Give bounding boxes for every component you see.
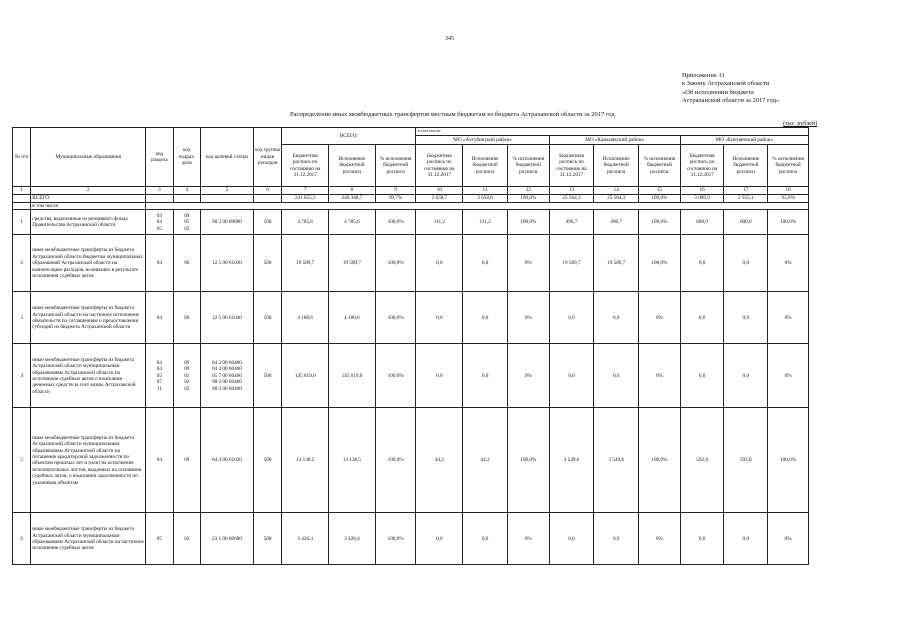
transfers-table xyxy=(12,127,809,565)
row-value: 600,0 xyxy=(724,210,768,235)
column-number: 18 xyxy=(768,187,809,195)
column-number: 10 xyxy=(416,187,463,195)
table-row xyxy=(13,408,809,513)
row-value: 0,0 xyxy=(680,344,724,408)
row-value: 3 426,4 xyxy=(329,513,376,565)
empty-cell xyxy=(146,195,173,203)
row-value: 0,0 xyxy=(416,513,463,565)
row-value: 0,0 xyxy=(680,235,724,292)
row-value: 0,0 xyxy=(416,344,463,408)
row-value: 100,0% xyxy=(375,292,416,344)
row-group: 500 xyxy=(253,344,281,408)
row-name: средства, выделенные из резервного фонда Правительства Астраханской области xyxy=(31,210,146,235)
appendix-line: Астраханской области за 2017 год» xyxy=(682,97,780,105)
column-number: 13 xyxy=(549,187,594,195)
header-plan: Бюджетная роспись по состоянию на 31.12.2017 xyxy=(416,145,463,187)
row-subsection: 09 09 01 02 02 xyxy=(173,344,200,408)
row-value: 3 426,4 xyxy=(282,513,329,565)
row-value: 4 785,6 xyxy=(329,210,376,235)
row-value: 0,0 xyxy=(594,344,639,408)
header-pct: % исполнения бюджетной росписи xyxy=(768,145,809,187)
header-plan: Бюджетная роспись по состоянию на 31.12.2017 xyxy=(680,145,724,187)
row-number: 1 xyxy=(13,210,31,235)
appendix-line: Приложение 11 xyxy=(682,72,725,79)
header-exec: Исполнение бюджетной росписи xyxy=(329,145,376,187)
row-value: 0,0 xyxy=(463,292,508,344)
column-number: 4 xyxy=(173,187,200,195)
row-value: 100,0% xyxy=(375,235,416,292)
row-target-code: 04 4 00 61020 xyxy=(201,408,254,513)
row-value: 0,0 xyxy=(463,513,508,565)
document-title: Распределение иных межбюджетных трансфертов местным бюджетам из бюджета Астраханской области за 2017 год xyxy=(290,111,615,118)
row-value: 100,0% xyxy=(507,408,549,513)
total-value: 2 955,1 xyxy=(724,195,768,203)
total-value: 3 089,9 xyxy=(680,195,724,203)
row-value: 44,2 xyxy=(416,408,463,513)
column-number: 8 xyxy=(329,187,376,195)
header-target: код целевой статьи xyxy=(201,128,254,187)
row-value: 19 589,7 xyxy=(282,235,329,292)
row-value: 0% xyxy=(639,292,681,344)
row-value: 496,7 xyxy=(549,210,594,235)
empty-cell xyxy=(146,203,809,210)
header-exec: Исполнение бюджетной росписи xyxy=(594,145,639,187)
row-section: 03 04 05 xyxy=(146,210,173,235)
appendix-line: к Закону Астраханской области xyxy=(682,80,770,88)
header-plan: Бюджетная роспись по состоянию на 31.12.2017 xyxy=(282,145,329,187)
row-group: 500 xyxy=(253,408,281,513)
row-value: 0% xyxy=(768,513,809,565)
row-value: 0% xyxy=(639,344,681,408)
row-value: 145 619,0 xyxy=(282,344,329,408)
row-value: 0,0 xyxy=(463,235,508,292)
header-municipal: Муниципальные образования xyxy=(31,128,146,187)
row-section: 04 xyxy=(146,292,173,344)
header-section: код раздела xyxy=(146,128,173,187)
header-pct: % исполнения бюджетной росписи xyxy=(507,145,549,187)
empty-cell xyxy=(13,203,31,210)
row-value: 0,0 xyxy=(594,292,639,344)
total-value: 95,6% xyxy=(768,195,809,203)
row-value: 0,0 xyxy=(724,292,768,344)
row-value: 0% xyxy=(768,292,809,344)
empty-cell xyxy=(201,195,254,203)
row-value: 13 138,5 xyxy=(282,408,329,513)
header-incl: в том числе: xyxy=(416,128,809,136)
row-target-code: 12 5 00 61040 xyxy=(201,292,254,344)
row-target-code: 04 2 00 60460 04 4 00 60460 05 7 00 60460 98 2 00 60460 98 2 00 60460 xyxy=(201,344,254,408)
row-subsection: 09 xyxy=(173,408,200,513)
row-value: 0% xyxy=(507,344,549,408)
column-number: 16 xyxy=(680,187,724,195)
column-number: 2 xyxy=(31,187,146,195)
appendix-line: «Об исполнении бюджета xyxy=(682,88,754,96)
row-value: 0,0 xyxy=(724,513,768,565)
row-group: 500 xyxy=(253,210,281,235)
column-number: 9 xyxy=(375,187,416,195)
table-row xyxy=(13,513,809,565)
row-value: 0,0 xyxy=(463,344,508,408)
header-group: код группы видов расходов xyxy=(253,128,281,187)
row-value: 100,0% xyxy=(375,408,416,513)
total-value: 100,0% xyxy=(507,195,549,203)
row-value: 44,2 xyxy=(463,408,508,513)
row-value: 0% xyxy=(639,513,681,565)
total-value: 100,0% xyxy=(639,195,681,203)
row-value: 4 180,6 xyxy=(282,292,329,344)
row-group: 500 xyxy=(253,513,281,565)
column-number: 15 xyxy=(639,187,681,195)
table-row xyxy=(13,292,809,344)
row-subsection: 06 xyxy=(173,235,200,292)
row-value: 111,2 xyxy=(463,210,508,235)
row-subsection: 02 xyxy=(173,513,200,565)
row-value: 0,0 xyxy=(549,292,594,344)
row-value: 100,0% xyxy=(375,210,416,235)
row-value: 19 589,7 xyxy=(329,235,376,292)
row-value: 592,8 xyxy=(724,408,768,513)
row-number: 2 xyxy=(13,235,31,292)
row-number: 3 xyxy=(13,292,31,344)
row-value: 0% xyxy=(768,235,809,292)
empty-cell xyxy=(173,195,200,203)
row-value: 0,0 xyxy=(549,513,594,565)
row-group: 500 xyxy=(253,235,281,292)
page-number: 345 xyxy=(445,36,454,42)
row-value: 0,0 xyxy=(724,235,768,292)
row-value: 4 785,6 xyxy=(282,210,329,235)
row-value: 13 138,5 xyxy=(329,408,376,513)
column-number-row xyxy=(13,187,809,195)
row-value: 0,0 xyxy=(724,344,768,408)
total-label: ВСЕГО: xyxy=(31,195,146,203)
column-number: 17 xyxy=(724,187,768,195)
table-row xyxy=(13,235,809,292)
row-section: 05 xyxy=(146,513,173,565)
row-value: 592,8 xyxy=(680,408,724,513)
total-row xyxy=(13,195,809,203)
row-name: иные межбюджетные трансферты из бюджета Астраханской области бюджетам муниципальных образований Астраханской области на компенсацию расходов, возникших в результате исполнения судебных актов xyxy=(31,235,146,292)
row-number: 4 xyxy=(13,344,31,408)
header-mo3: МО «Енотаевский район» xyxy=(680,136,808,145)
row-value: 3 549,6 xyxy=(594,408,639,513)
column-number: 11 xyxy=(463,187,508,195)
empty-cell xyxy=(13,195,31,203)
row-subsection: 09 05 02 xyxy=(173,210,200,235)
row-section: 04 xyxy=(146,408,173,513)
column-number: 14 xyxy=(594,187,639,195)
header-num: № п/п xyxy=(13,128,31,187)
header-mo2: МО «Камызякский район» xyxy=(549,136,680,145)
row-name: иные межбюджетные трансферты из бюджета Астраханской области муниципальным образованиям Астраханской области на исполнение судебных актов о взыскании денежных средств за счет казны Астраханской области xyxy=(31,344,146,408)
total-value: 25 564,3 xyxy=(594,195,639,203)
row-number: 6 xyxy=(13,513,31,565)
row-value: 100,0% xyxy=(375,344,416,408)
column-number: 5 xyxy=(201,187,254,195)
header-pct: % исполнения бюджетной росписи xyxy=(639,145,681,187)
row-value: 0,0 xyxy=(680,292,724,344)
row-value: 3 549,6 xyxy=(549,408,594,513)
row-target-code: 12 5 00 61030 xyxy=(201,235,254,292)
row-subsection: 06 xyxy=(173,292,200,344)
table-row xyxy=(13,210,809,235)
total-value: 241 055,3 xyxy=(282,195,329,203)
total-value: 25 564,3 xyxy=(549,195,594,203)
row-value: 0,0 xyxy=(594,513,639,565)
row-value: 0,0 xyxy=(680,513,724,565)
row-value: 100,0% xyxy=(639,210,681,235)
row-value: 100,0% xyxy=(768,210,809,235)
header-subsection: код подраз-дела xyxy=(173,128,200,187)
empty-cell xyxy=(253,195,281,203)
row-name: иные межбюджетные трансферты из бюджета Астраханской области на частичное исполнение обязательств по соглашениям о предоставлении субсидий из бюджета Астраханской области xyxy=(31,292,146,344)
total-value: 2 658,7 xyxy=(416,195,463,203)
header-pct: % исполнения бюджетной росписи xyxy=(375,145,416,187)
column-number: 7 xyxy=(282,187,329,195)
column-number: 6 xyxy=(253,187,281,195)
row-value: 0% xyxy=(507,513,549,565)
row-value: 600,0 xyxy=(680,210,724,235)
column-number: 1 xyxy=(13,187,31,195)
row-value: 0,0 xyxy=(549,344,594,408)
incl-row xyxy=(13,203,809,210)
total-value: 2 658,6 xyxy=(463,195,508,203)
row-value: 496,7 xyxy=(594,210,639,235)
row-section: 04 xyxy=(146,235,173,292)
header-total: ВСЕГО: xyxy=(282,128,416,145)
row-value: 100,0% xyxy=(507,210,549,235)
total-value: 240 348,7 xyxy=(329,195,376,203)
header-plan: Бюджетная роспись по состоянию на 31.12.2017 xyxy=(549,145,594,187)
table-row xyxy=(13,344,809,408)
total-value: 99,7% xyxy=(375,195,416,203)
row-name: иные межбюджетные трансферты из бюджета Астраханской области муниципальным образованиям Астраханской области на погашение кредиторской задолженности по объектам прошлых лет и (или) на исполнение исполнительных листов, выданных на основании судебных актов, о взыскании задолженности по указанным объектам xyxy=(31,408,146,513)
row-value: 4 180,6 xyxy=(329,292,376,344)
row-value: 0% xyxy=(507,292,549,344)
row-section: 04 04 05 07 11 xyxy=(146,344,173,408)
row-value: 100,0% xyxy=(639,235,681,292)
row-value: 111,2 xyxy=(416,210,463,235)
units-label: (тыс. рублей) xyxy=(783,121,817,127)
row-target-code: 98 2 00 80080 xyxy=(201,210,254,235)
row-target-code: 23 1 00 60680 xyxy=(201,513,254,565)
row-value: 100,0% xyxy=(639,408,681,513)
column-number: 12 xyxy=(507,187,549,195)
row-number: 5 xyxy=(13,408,31,513)
row-value: 100,0% xyxy=(768,408,809,513)
row-value: 0% xyxy=(507,235,549,292)
header-mo1: МО «Ахтубинский район» xyxy=(416,136,549,145)
row-value: 0,0 xyxy=(416,292,463,344)
header-exec: Исполнение бюджетной росписи xyxy=(463,145,508,187)
column-number: 3 xyxy=(146,187,173,195)
row-name: иные межбюджетные трансферты из бюджета Астраханской области муниципальным образованиям Астраханской области на частичное исполнение судебных актов xyxy=(31,513,146,565)
header-exec: Исполнение бюджетной росписи xyxy=(724,145,768,187)
row-value: 145 619,0 xyxy=(329,344,376,408)
row-value: 19 589,7 xyxy=(549,235,594,292)
incl-label: в том числе: xyxy=(31,203,146,210)
row-value: 0,0 xyxy=(416,235,463,292)
row-value: 0% xyxy=(768,344,809,408)
row-value: 19 589,7 xyxy=(594,235,639,292)
row-value: 100,0% xyxy=(375,513,416,565)
row-group: 500 xyxy=(253,292,281,344)
appendix-note xyxy=(682,72,779,106)
